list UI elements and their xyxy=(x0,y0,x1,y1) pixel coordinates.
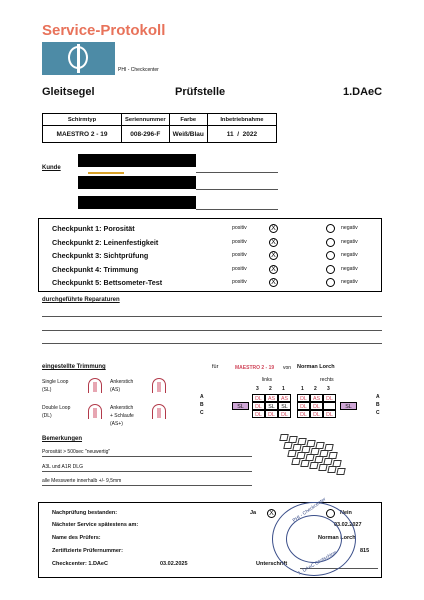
measurement-point xyxy=(283,442,292,449)
trim-cell: AS xyxy=(278,394,291,402)
trim-side-right: SL xyxy=(340,402,357,410)
positive-checkbox[interactable]: X xyxy=(269,265,278,274)
repair-line xyxy=(42,330,382,331)
positive-label: positiv xyxy=(232,252,247,258)
negative-checkbox[interactable] xyxy=(326,238,335,247)
redacted-block xyxy=(78,176,196,189)
trim-row-label-right: A xyxy=(376,394,380,400)
measurement-point xyxy=(336,468,345,475)
stamp-bottom-text: 1. DAeC Gleitschirm xyxy=(297,550,338,577)
glider-info-table xyxy=(42,113,277,143)
page-title: Service-Protokoll xyxy=(42,22,166,39)
pruefernummer-value: 815 xyxy=(360,548,370,554)
measurement-point xyxy=(327,466,336,473)
kunde-line xyxy=(196,172,278,173)
ankerstich-label: Ankerstich (AS) xyxy=(110,379,134,393)
remark-line: A3L und A1R DLG xyxy=(42,464,83,470)
negative-label: negativ xyxy=(341,225,358,231)
trim-cell: DL xyxy=(323,410,336,418)
trim-cell: SL xyxy=(278,402,291,410)
negative-checkbox[interactable] xyxy=(326,251,335,260)
col-farbe: Farbe xyxy=(169,114,207,126)
positive-checkbox[interactable]: X xyxy=(269,251,278,260)
ankerstich-icon xyxy=(152,378,166,393)
positive-label: positiv xyxy=(232,225,247,231)
trim-row-label-left: C xyxy=(200,410,204,416)
trim-side-left: SL xyxy=(232,402,249,410)
repairs-label: durchgeführte Reparaturen xyxy=(42,297,120,303)
links-label: links xyxy=(262,377,273,383)
trim-cell: DL xyxy=(297,402,310,410)
single-loop-icon xyxy=(88,378,102,393)
rechts-label: rechts xyxy=(320,377,334,383)
trim-cell: DL xyxy=(310,410,323,418)
positive-label: positiv xyxy=(232,238,247,245)
ja-label: Ja xyxy=(250,510,257,516)
trim-col-number: 1 xyxy=(301,386,304,392)
trim-cell: DL xyxy=(252,402,265,410)
negative-label: negativ xyxy=(341,238,358,245)
ankerstich-schlaufe-icon xyxy=(152,404,166,419)
trim-cell: SL xyxy=(265,402,278,410)
remark-underline xyxy=(42,485,252,486)
trim-col-number: 2 xyxy=(314,386,317,392)
trim-row-label-right: B xyxy=(376,402,380,408)
pruefernummer-label: Zertifizierte Prüfernummer: xyxy=(52,548,123,554)
checkpoint-label: Checkpunkt 4: Trimmung xyxy=(52,264,139,274)
measurement-point xyxy=(318,464,327,471)
trimming-person: Norman Lorch xyxy=(297,364,335,370)
positive-label: positiv xyxy=(232,279,247,285)
measurement-point xyxy=(300,460,309,467)
redacted-block xyxy=(78,154,196,167)
remark-line: alle Messwerte innerhalb +/- 9,5mm xyxy=(42,478,122,484)
trim-cell: DL xyxy=(252,410,265,418)
val-inbetriebnahme: 11 / 2022 xyxy=(207,126,276,143)
trim-row-label-left: B xyxy=(200,402,204,408)
redacted-block xyxy=(78,196,196,209)
repair-line xyxy=(42,316,382,317)
trim-cell: AS xyxy=(310,394,323,402)
naechster-value: 03.02.2027 xyxy=(334,522,362,528)
trim-cell: DL xyxy=(278,410,291,418)
trim-row-label-right: C xyxy=(376,410,380,416)
checkcenter-label: Checkcenter: 1.DAeC xyxy=(52,561,108,567)
measurement-point xyxy=(309,462,318,469)
ja-checkbox[interactable]: X xyxy=(267,509,276,518)
negative-checkbox[interactable] xyxy=(326,224,335,233)
trim-cell: AS xyxy=(265,394,278,402)
trim-cell: DL xyxy=(323,394,336,402)
phi-logo xyxy=(42,42,115,75)
ankerstich-schlaufe-label: Ankerstich + Schlaufe (AS+) xyxy=(110,405,134,427)
negative-label: negativ xyxy=(341,252,358,258)
naechster-label: Nächster Service spätestens am: xyxy=(52,522,139,528)
kunde-label: Kunde xyxy=(42,165,61,171)
stamp-top-text: PHI - Checkcenter xyxy=(292,497,328,524)
col-inbetriebnahme: Inbetriebnahme xyxy=(207,114,276,126)
trim-col-number: 3 xyxy=(327,386,330,392)
checkpoint-label: Checkpunkt 5: Bettsometer-Test xyxy=(52,278,163,287)
remark-underline xyxy=(42,471,252,472)
remark-underline xyxy=(42,456,252,457)
trim-cell: DL xyxy=(252,394,265,402)
repair-line xyxy=(42,343,382,344)
val-farbe: Weiß/Blau xyxy=(169,126,207,143)
checkpoint-label: Checkpunkt 2: Leinenfestigkeit xyxy=(52,237,159,247)
positive-checkbox[interactable]: X xyxy=(269,224,278,233)
val-seriennummer: 008-296-F xyxy=(122,126,170,143)
logo-caption: PHI - Checkcenter xyxy=(118,67,159,73)
measurement-point xyxy=(279,434,288,441)
negative-checkbox[interactable] xyxy=(326,278,335,287)
pruefer-name-value: Norman Lorch xyxy=(318,535,356,541)
measurement-point xyxy=(291,458,300,465)
trim-cell: DL xyxy=(310,402,323,410)
trim-col-number: 2 xyxy=(269,386,272,392)
pruefer-name-label: Name des Prüfers: xyxy=(52,535,101,541)
header-center: Prüfstelle xyxy=(175,86,226,98)
trim-col-number: 3 xyxy=(256,386,259,392)
checkpoint-label: Checkpunkt 1: Porosität xyxy=(52,224,135,233)
trim-cell: DL xyxy=(297,410,310,418)
trimming-von: von xyxy=(283,365,292,371)
remark-line: Porosität > 500sec "neuwertig" xyxy=(42,449,111,455)
unterschrift-label: Unterschrift xyxy=(256,561,288,567)
double-loop-icon xyxy=(88,404,102,419)
trim-cell: DL xyxy=(265,410,278,418)
checkpoint-label: Checkpunkt 3: Sichtprüfung xyxy=(52,251,149,260)
trimming-fuer: für xyxy=(212,364,219,370)
col-schirmtyp: Schirmtyp xyxy=(43,114,122,126)
single-loop-label: Single Loop (SL) xyxy=(42,379,69,393)
trimming-model: MAESTRO 2 - 19 xyxy=(235,365,275,371)
negative-label: negativ xyxy=(341,279,358,285)
col-seriennummer: Seriennummer xyxy=(122,114,170,126)
trim-cell: DL xyxy=(297,394,310,402)
trim-row-label-left: A xyxy=(200,394,204,400)
header-right: 1.DAeC xyxy=(343,86,383,98)
double-loop-label: Double Loop (DL) xyxy=(42,405,71,419)
trim-col-number: 1 xyxy=(282,386,285,392)
nein-label: Nein xyxy=(340,510,352,516)
kunde-line xyxy=(196,189,278,190)
positive-checkbox[interactable]: X xyxy=(269,278,278,287)
measurement-diagram xyxy=(262,424,352,482)
trimming-label: eingestellte Trimmung xyxy=(42,364,106,370)
val-schirmtyp: MAESTRO 2 - 19 xyxy=(43,126,122,143)
negative-label: negativ xyxy=(341,265,358,272)
trim-cell xyxy=(323,402,336,410)
negative-checkbox[interactable] xyxy=(326,265,335,274)
remarks-label: Bemerkungen xyxy=(42,436,83,442)
nachpruefung-label: Nachprüfung bestanden: xyxy=(52,510,118,516)
date-value: 03.02.2025 xyxy=(160,561,188,567)
highlight-line xyxy=(88,172,124,174)
header-left: Gleitsegel xyxy=(42,86,95,98)
measurement-point xyxy=(287,450,296,457)
positive-label: positiv xyxy=(232,265,247,272)
positive-checkbox[interactable]: X xyxy=(269,238,278,247)
kunde-line xyxy=(196,209,278,210)
